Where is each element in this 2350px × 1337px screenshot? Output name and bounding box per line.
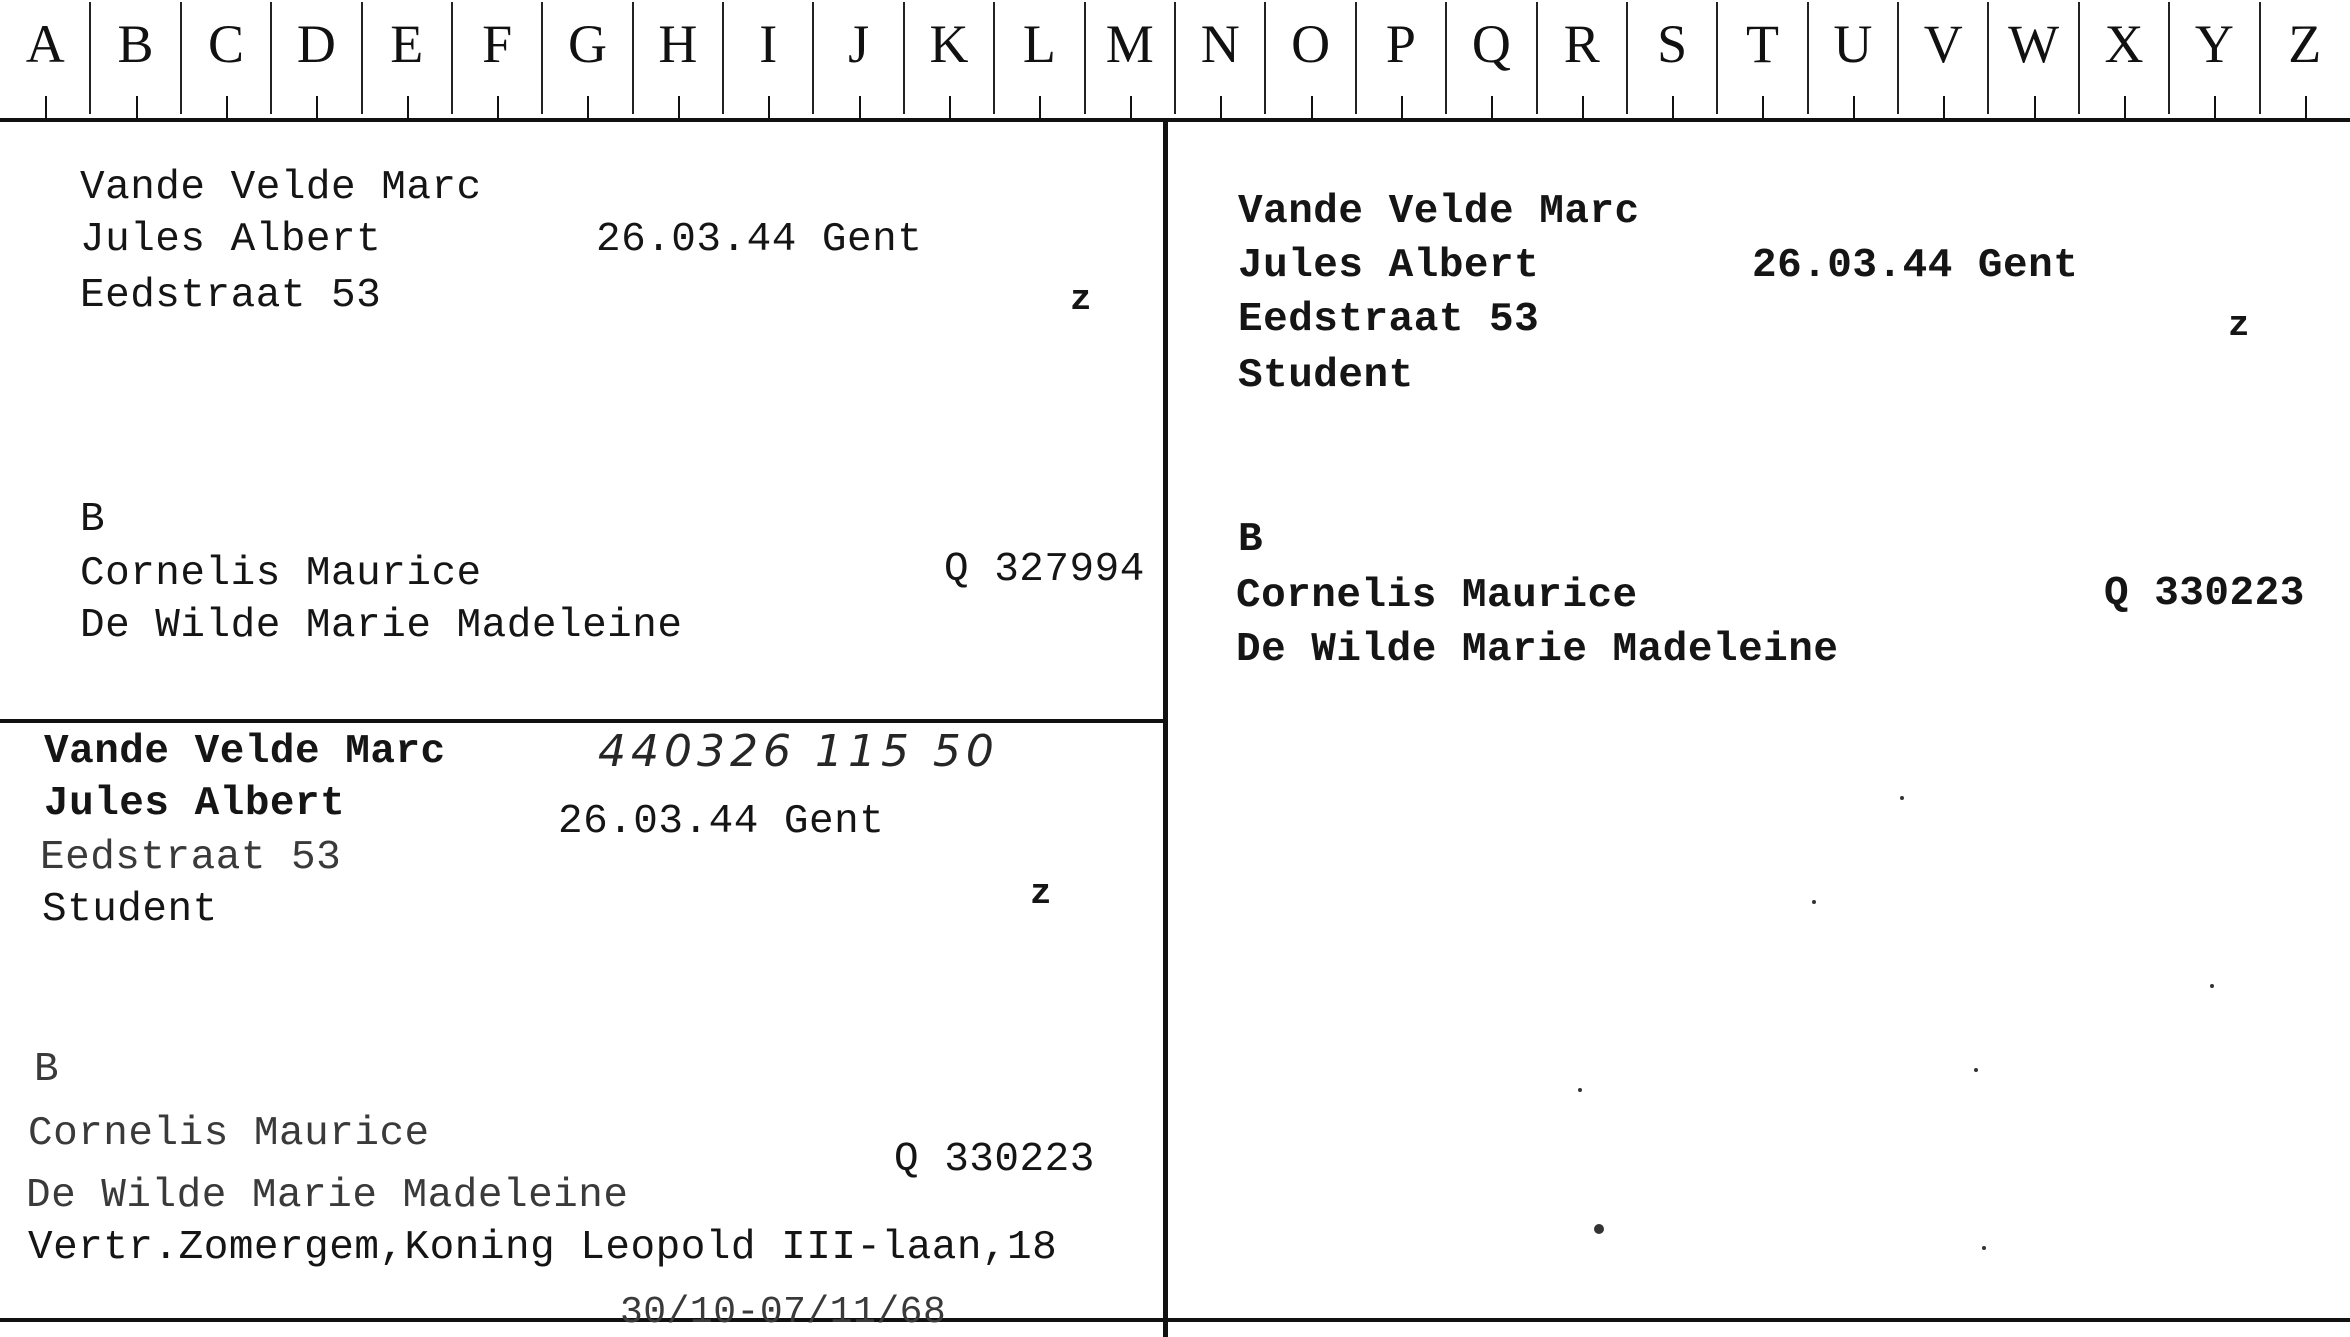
- card-section: B: [80, 497, 106, 543]
- card-note: Vertr.Zomergem,Koning Leopold III-laan,18: [28, 1225, 1058, 1271]
- alphabet-letter: K: [904, 0, 994, 118]
- alphabet-letter: D: [271, 0, 361, 118]
- alphabet-letter: Z: [2260, 0, 2350, 118]
- alphabet-separator: [270, 2, 272, 114]
- card-dates: 30/10-07/11/68: [620, 1291, 947, 1334]
- alphabet-separator: [1084, 2, 1086, 114]
- card-code: z: [1070, 279, 1093, 320]
- card-section: B: [1238, 517, 1264, 563]
- alphabet-letter: X: [2079, 0, 2169, 118]
- card-mother: De Wilde Marie Madeleine: [80, 603, 683, 649]
- card-father: Cornelis Maurice: [80, 551, 482, 597]
- alphabet-separator: [1536, 2, 1538, 114]
- alphabet-separator: [89, 2, 91, 114]
- ink-speck: [2210, 984, 2214, 988]
- card-given-names: Jules Albert: [44, 781, 346, 827]
- alphabet-separator: [812, 2, 814, 114]
- alphabet-letter: A: [0, 0, 90, 118]
- alphabet-letter: E: [362, 0, 452, 118]
- alphabet-separator: [903, 2, 905, 114]
- card-given-names: Jules Albert: [1238, 243, 1540, 289]
- alphabet-letter: G: [542, 0, 632, 118]
- alphabet-index-strip: [0, 0, 2350, 122]
- alphabet-letter: Q: [1446, 0, 1536, 118]
- alphabet-separator: [2259, 2, 2261, 114]
- card-code: z: [1030, 873, 1053, 914]
- alphabet-letter: W: [1988, 0, 2078, 118]
- alphabet-separator: [632, 2, 634, 114]
- card-mother: De Wilde Marie Madeleine: [1236, 627, 1839, 673]
- alphabet-separator: [722, 2, 724, 114]
- card-birth: 26.03.44 Gent: [596, 217, 923, 263]
- alphabet-separator: [361, 2, 363, 114]
- card-father: Cornelis Maurice: [1236, 573, 1638, 619]
- alphabet-letter: P: [1356, 0, 1446, 118]
- card-address: Eedstraat 53: [80, 273, 382, 319]
- alphabet-letter: N: [1175, 0, 1265, 118]
- alphabet-letter: I: [723, 0, 813, 118]
- alphabet-separator: [993, 2, 995, 114]
- card-address: Eedstraat 53: [1238, 297, 1540, 343]
- alphabet-letter: C: [181, 0, 271, 118]
- card-name: Vande Velde Marc: [1238, 189, 1640, 235]
- alphabet-separator: [1264, 2, 1266, 114]
- card-address: Eedstraat 53: [40, 835, 342, 881]
- alphabet-letter: J: [813, 0, 903, 118]
- alphabet-letter: F: [452, 0, 542, 118]
- alphabet-letter: L: [994, 0, 1084, 118]
- alphabet-separator: [2168, 2, 2170, 114]
- ink-speck: [1812, 900, 1816, 904]
- alphabet-separator: [1987, 2, 1989, 114]
- ink-speck: [1982, 1246, 1986, 1250]
- alphabet-separator: [1174, 2, 1176, 114]
- card-birth: 26.03.44 Gent: [1752, 243, 2079, 289]
- alphabet-letter: O: [1265, 0, 1355, 118]
- alphabet-separator: [2078, 2, 2080, 114]
- card-occupation: Student: [1238, 353, 1414, 399]
- alphabet-separator: [1897, 2, 1899, 114]
- alphabet-letter: V: [1898, 0, 1988, 118]
- ink-speck: [1578, 1088, 1582, 1092]
- card-ref: Q 330223: [2104, 571, 2305, 617]
- card-divider-horizontal: [0, 719, 1165, 723]
- alphabet-separator: [180, 2, 182, 114]
- alphabet-letter: T: [1717, 0, 1807, 118]
- alphabet-separator: [1807, 2, 1809, 114]
- alphabet-letter: S: [1627, 0, 1717, 118]
- alphabet-separator: [1626, 2, 1628, 114]
- alphabet-letter: H: [633, 0, 723, 118]
- alphabet-letter: Y: [2169, 0, 2259, 118]
- alphabet-letter: B: [90, 0, 180, 118]
- card-birth: 26.03.44 Gent: [558, 799, 885, 845]
- alphabet-separator: [1716, 2, 1718, 114]
- card-section: B: [34, 1047, 60, 1093]
- alphabet-letter: U: [1808, 0, 1898, 118]
- card-occupation: Student: [42, 887, 218, 933]
- card-name: Vande Velde Marc: [44, 729, 446, 775]
- alphabet-separator: [1355, 2, 1357, 114]
- alphabet-separator: [451, 2, 453, 114]
- ink-speck: [1974, 1068, 1978, 1072]
- alphabet-separator: [541, 2, 543, 114]
- card-ref: Q 327994: [944, 547, 1145, 593]
- ink-speck: [1594, 1224, 1604, 1234]
- card-code: z: [2228, 305, 2251, 346]
- handwritten-number: 440326 115 50: [598, 726, 999, 777]
- alphabet-letter: M: [1085, 0, 1175, 118]
- card-father: Cornelis Maurice: [28, 1111, 430, 1157]
- alphabet-separator: [1445, 2, 1447, 114]
- card-divider-vertical: [1163, 118, 1168, 1337]
- card-bottom-border: [0, 1318, 2350, 1322]
- alphabet-letter: R: [1537, 0, 1627, 118]
- card-ref: Q 330223: [894, 1137, 1095, 1183]
- card-name: Vande Velde Marc: [80, 165, 482, 211]
- card-mother: De Wilde Marie Madeleine: [26, 1173, 629, 1219]
- ink-speck: [1900, 796, 1904, 800]
- card-given-names: Jules Albert: [80, 217, 382, 263]
